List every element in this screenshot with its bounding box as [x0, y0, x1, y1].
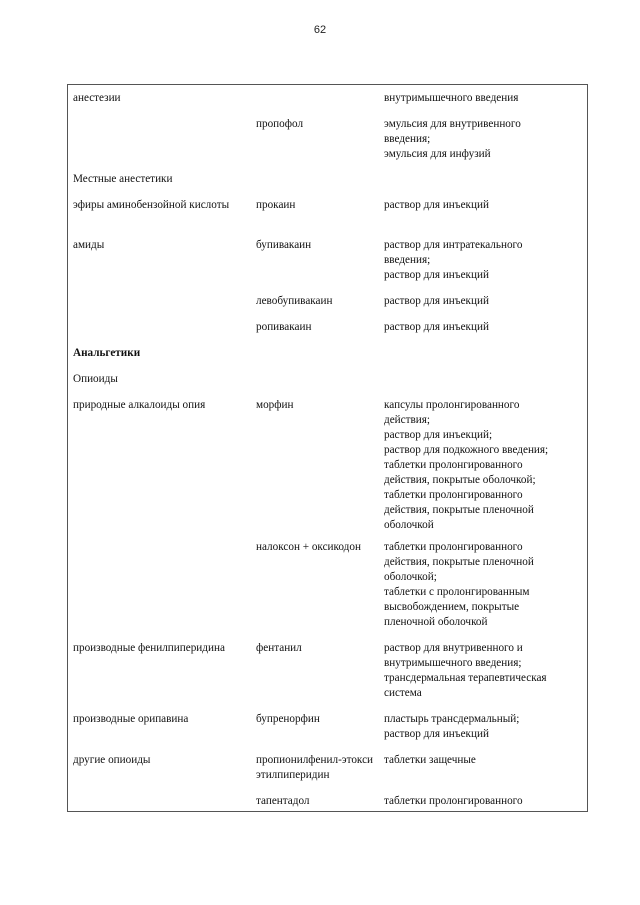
forms-cell [384, 294, 584, 309]
drug-cell: пропионилфенил-этоксиэтилпиперидин [256, 754, 374, 781]
form-line: введения; [384, 133, 431, 145]
form-line: внутримышечного введения [384, 92, 519, 104]
form-line: раствор для инъекций [384, 728, 489, 740]
drug-cell: бупренорфин [256, 713, 320, 725]
form-line: пластырь трансдермальный; [384, 713, 520, 725]
group-cell: анестезии [73, 92, 121, 104]
form-line: действия, покрытые пленочной [384, 556, 534, 568]
form-line: таблетки пролонгированного [384, 541, 523, 553]
form-line: эмульсия для инфузий [384, 148, 491, 160]
form-line: капсулы пролонгированного [384, 399, 520, 411]
form-line: раствор для инъекций [384, 269, 489, 281]
form-line: раствор для интратекального [384, 239, 523, 251]
forms-cell [384, 198, 584, 213]
form-line: раствор для подкожного введения; [384, 444, 549, 456]
group-cell: эфиры аминобензойной кислоты [73, 199, 230, 211]
form-line: действия, покрытые оболочкой; [384, 474, 536, 486]
forms-cell [384, 641, 584, 701]
drug-cell: левобупивакаин [256, 295, 333, 307]
form-line: эмульсия для внутривенного [384, 118, 521, 130]
forms-cell [384, 753, 584, 768]
drug-cell: бупивакаин [256, 239, 312, 251]
form-line: оболочкой [384, 519, 434, 531]
form-line: таблетки пролонгированного [384, 489, 523, 501]
group-cell: Местные анестетики [73, 173, 173, 185]
forms-cell [384, 712, 584, 742]
drug-cell: фентанил [256, 642, 302, 654]
form-line: раствор для внутривенного и [384, 642, 523, 654]
forms-cell [384, 398, 584, 533]
form-line: раствор для инъекций [384, 199, 489, 211]
group-cell: амиды [73, 239, 105, 251]
drug-table [67, 84, 588, 812]
forms-cell [384, 238, 584, 283]
form-line: высвобождением, покрытые [384, 601, 520, 613]
form-line: внутримышечного введения; [384, 657, 522, 669]
group-cell: производные орипавина [73, 713, 189, 725]
form-line: раствор для инъекций [384, 321, 489, 333]
group-cell: Опиоиды [73, 373, 118, 385]
form-line: раствор для инъекций [384, 295, 489, 307]
form-line: таблетки с пролонгированным [384, 586, 530, 598]
forms-cell [384, 794, 584, 809]
group-cell: другие опиоиды [73, 754, 151, 766]
forms-cell [384, 320, 584, 335]
page-number: 62 [313, 24, 327, 36]
drug-cell: налоксон + оксикодон [256, 541, 361, 553]
form-line: трансдермальная терапевтическая [384, 672, 547, 684]
forms-cell [384, 91, 584, 106]
form-line: оболочкой; [384, 571, 437, 583]
drug-cell: морфин [256, 399, 294, 411]
form-line: таблетки пролонгированного [384, 795, 523, 807]
form-line: система [384, 687, 422, 699]
group-cell: природные алкалоиды опия [73, 399, 206, 411]
form-line: таблетки защечные [384, 754, 476, 766]
forms-cell [384, 540, 584, 630]
drug-cell: прокаин [256, 199, 296, 211]
form-line: раствор для инъекций; [384, 429, 493, 441]
form-line: пленочной оболочкой [384, 616, 488, 628]
form-line: действия, покрытые пленочной [384, 504, 534, 516]
section-heading: Анальгетики [73, 347, 141, 359]
forms-cell [384, 117, 584, 162]
form-line: действия; [384, 414, 431, 426]
drug-cell: пропофол [256, 118, 304, 130]
drug-cell: ропивакаин [256, 321, 312, 333]
form-line: введения; [384, 254, 431, 266]
form-line: таблетки пролонгированного [384, 459, 523, 471]
group-cell: производные фенилпиперидина [73, 642, 225, 654]
drug-cell: тапентадол [256, 795, 310, 807]
